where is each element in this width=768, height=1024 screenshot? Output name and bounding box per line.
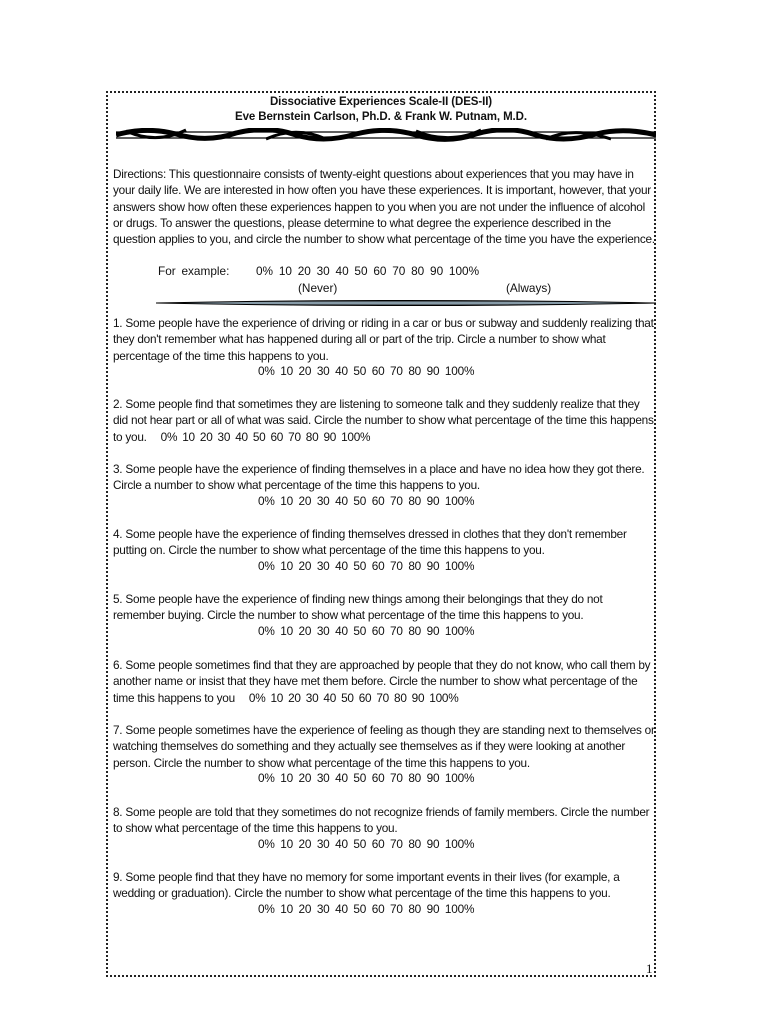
section-divider — [156, 299, 656, 307]
always-label: (Always) — [506, 281, 552, 295]
question-7-text: 7. Some people sometimes have the experience of feeling as though they are standing next to themselves or watching themselves do something and they actually see themselves as if they were looking at another person. Circle the number to show what percentage of the time this happens to you. — [113, 723, 655, 770]
question-1-text: 1. Some people have the experience of driving or riding in a car or bus or subway and suddenly realizing that they don't remember what has happened during all or part of the trip. Circle a number to show what percentage of the time this happens to you. — [113, 316, 654, 363]
document-title: Dissociative Experiences Scale-II (DES-II) — [269, 96, 493, 108]
question-7-scale[interactable]: 0% 10 20 30 40 50 60 70 80 90 100% — [258, 771, 475, 785]
question-6-scale[interactable]: 0% 10 20 30 40 50 60 70 80 90 100% — [248, 690, 459, 705]
page-number: 1 — [646, 961, 653, 976]
question-1-scale[interactable]: 0% 10 20 30 40 50 60 70 80 90 100% — [258, 364, 475, 378]
example-scale: 0% 10 20 30 40 50 60 70 80 90 100% — [256, 264, 480, 278]
question-8-text: 8. Some people are told that they sometimes do not recognize friends of family members. Circle the number to show what percentage of the time this happens to you. — [113, 805, 650, 836]
question-8-scale[interactable]: 0% 10 20 30 40 50 60 70 80 90 100% — [258, 837, 475, 851]
question-4-scale[interactable]: 0% 10 20 30 40 50 60 70 80 90 100% — [258, 559, 475, 573]
question-3-scale[interactable]: 0% 10 20 30 40 50 60 70 80 90 100% — [258, 494, 475, 508]
question-4-text: 4. Some people have the experience of finding themselves dressed in clothes that they don't remember putting on. Circle the number to show what percentage of the time this happens to you. — [113, 527, 627, 558]
example-label: For example: — [158, 264, 230, 278]
question-9-text: 9. Some people find that they have no memory for some important events in their lives (for example, a wedding or graduation). Circle the number to show what percentage of the time this happens to you. — [113, 870, 620, 901]
directions-text: Directions: This questionnaire consists of twenty-eight questions about experiences that you may have in your daily life. We are interested in how often you have these experiences. It is important, however, that your answers show how often these experiences happen to you when you are not under the influence of alcohol or drugs. To answer the questions, please determine to what degree the experience described in the question applies to you, and circle the number to show what percentage of the time you have the experience. — [113, 167, 655, 247]
question-2-text: 2. Some people find that sometimes they are listening to someone talk and they suddenly realize that they did not hear part or all of what was said. Circle the number to show what percentage of the time this happens to you. 0% 10 20 30 40 50 60 70 80 90 100% — [113, 397, 654, 444]
document-authors: Eve Bernstein Carlson, Ph.D. & Frank W. Putnam, M.D. — [235, 111, 527, 123]
decorative-band — [116, 128, 656, 142]
question-6-text: 6. Some people sometimes find that they are approached by people that they do not know, who call them by another name or insist that they have met them before. Circle the number to show what percentage of the time this happens to you 0% 10 20 30 40 50 60 70 80 90 100% — [113, 658, 651, 705]
question-5-scale[interactable]: 0% 10 20 30 40 50 60 70 80 90 100% — [258, 624, 475, 638]
question-5-text: 5. Some people have the experience of finding new things among their belongings that they do not remember buying. Circle the number to show what percentage of the time this happens to you. — [113, 592, 603, 623]
question-2-scale[interactable]: 0% 10 20 30 40 50 60 70 80 90 100% — [160, 429, 371, 444]
never-label: (Never) — [298, 281, 338, 295]
question-9-scale[interactable]: 0% 10 20 30 40 50 60 70 80 90 100% — [258, 902, 475, 916]
question-3-text: 3. Some people have the experience of finding themselves in a place and have no idea how they got there. Circle a number to show what percentage of the time this happens to you. — [113, 462, 645, 493]
